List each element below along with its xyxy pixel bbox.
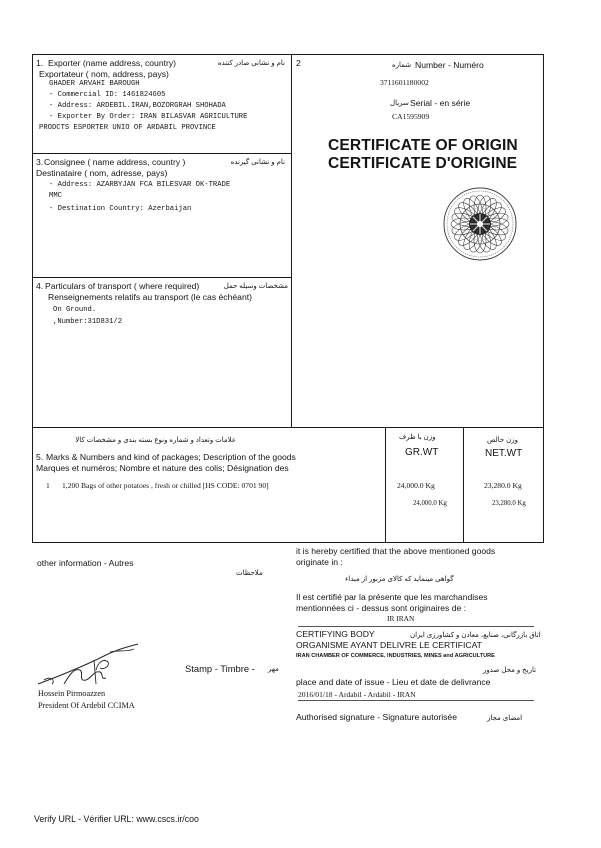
- gross-weight-value: 24,000.0 Kg: [397, 481, 435, 490]
- origin-country: IR IRAN: [387, 614, 415, 623]
- signatory-title: President Of Ardebil CCIMA: [38, 701, 135, 710]
- divider-box1-box3: [32, 153, 292, 154]
- certified-line-fr1: Il est certifié par la présente que les marchandises: [296, 592, 488, 602]
- box5-label-fa: علامات وتعداد و شماره ونوع بسته بندی و مشخصات کالا: [75, 437, 236, 444]
- box1-label-en: Exporter (name address, country): [48, 58, 177, 68]
- signature-label-fa: امضای مجاز: [487, 715, 523, 722]
- certificate-number: 3711601180002: [380, 78, 429, 87]
- rosette-seal-icon: [442, 186, 518, 262]
- box3-label-fa: نام و نشانی گیرنده: [230, 159, 285, 166]
- serial-label: Serial - en série: [410, 98, 471, 108]
- certified-line-fr2: mentionnées ci - dessus sont originaires de :: [296, 603, 467, 613]
- signature-label: Authorised signature - Signature autorisée: [296, 712, 457, 722]
- certified-line-fa: گواهی مینماید که کالای مزبور از مبداء: [345, 576, 454, 583]
- exporter-order-line2: PRODCTS ESPORTER UNIO OF ARDABIL PROVINCE: [39, 124, 216, 132]
- exporter-address: - Address: ARDEBIL.IRAN,BOZORGRAH SHOHADA: [49, 102, 226, 110]
- certifying-body-label: CERTIFYING BODY: [296, 629, 375, 639]
- serial-number: CA1595909: [392, 112, 430, 121]
- box1-number: 1.: [36, 58, 44, 68]
- stamp-label-fa: مهر: [268, 666, 279, 673]
- certifying-body-name: IRAN CHAMBER OF COMMERCE, INDUSTRIES, MINES and AGRICULTURE: [296, 653, 495, 659]
- net-weight-value: 23,280.0 Kg: [484, 481, 522, 490]
- net-weight-label-fa: وزن خالص: [487, 437, 519, 444]
- consignee-address-line1: - Address: AZARBYJAN FCA BILESVAR OK-TRADE: [49, 181, 231, 189]
- issue-underline: [298, 700, 534, 701]
- box5-label-fr: Marques et numéros; Nombre et nature des colis; Désignation des: [36, 463, 289, 473]
- certified-line2: originate in :: [296, 557, 343, 567]
- vehicle-number: ,Number:31D831/2: [53, 318, 123, 326]
- box4-label-fr: Renseignements relatifs au transport (le cas échéant): [48, 292, 252, 302]
- issue-value: 2016/01/18 - Ardabil - Ardabil - IRAN: [298, 690, 416, 699]
- box3-label-en: Consignee ( name address, country ): [44, 157, 186, 167]
- box4-number: 4.: [36, 281, 44, 291]
- certifying-body-fa: اتاق بازرگانی، صنایع، معادن و کشاورزی ایران: [410, 632, 541, 639]
- verify-url[interactable]: Verify URL - Vérifier URL: www.cscs.ir/coo: [34, 814, 199, 824]
- divider-weights-left: [385, 427, 386, 543]
- other-info-label-fa: ملاحظات: [236, 570, 263, 577]
- certificate-title-en: CERTIFICATE OF ORIGIN: [328, 137, 518, 154]
- certified-line1: it is hereby certified that the above mentioned goods: [296, 546, 496, 556]
- item-number: 1: [46, 481, 50, 490]
- box5-number: 5.: [36, 452, 44, 462]
- issue-label-fa: تاریخ و محل صدور: [483, 667, 537, 674]
- gross-weight-label: GR.WT: [405, 447, 439, 458]
- frame-left: [32, 54, 33, 543]
- number-label: Number - Numéro: [415, 60, 484, 70]
- box3-label-fr: Destinataire ( nom, adresse, pays): [36, 168, 168, 178]
- frame-bottom: [32, 542, 544, 543]
- number-label-fa: شماره: [392, 62, 412, 69]
- net-weight-label: NET.WT: [485, 448, 523, 459]
- divider-box3-box4: [32, 277, 292, 278]
- box5-label-en: Marks & Numbers and kind of packages; Description of the goods: [46, 452, 296, 462]
- item-description: 1,200 Bags of other potatoes , fresh or chilled [HS CODE: 0701 90]: [62, 481, 269, 490]
- organisme-label: ORGANISME AYANT DELIVRE LE CERTIFICAT: [296, 640, 482, 650]
- box4-label-fa: مشخصات وسیله حمل: [223, 283, 288, 290]
- frame-right: [543, 54, 544, 543]
- certificate-title-fr: CERTIFICATE D'ORIGINE: [328, 155, 518, 172]
- issue-label: place and date of issue - Lieu et date de delivrance: [296, 677, 491, 687]
- gross-weight-total: 24,000.0 Kg: [413, 500, 447, 507]
- box2-number: 2: [296, 58, 301, 68]
- frame-top: [32, 54, 544, 55]
- stamp-label: Stamp - Timbre -: [185, 663, 255, 674]
- net-weight-total: 23,280.0 Kg: [492, 500, 526, 507]
- destination-country: - Destination Country: Azerbaijan: [49, 205, 192, 213]
- transport-mode: On Ground.: [53, 306, 97, 314]
- signature-icon: [34, 640, 144, 692]
- serial-label-fa: سریال: [390, 100, 409, 107]
- divider-weights-mid: [463, 427, 464, 543]
- signatory-name: Hossein Pirmoazzen: [38, 689, 106, 698]
- box1-label-fr: Exportateur ( nom, address, pays): [39, 69, 169, 79]
- box1-label-fa: نام و نشانی صادر کننده: [217, 60, 285, 67]
- box4-label-en: Particulars of transport ( where required): [45, 281, 200, 291]
- exporter-commercial-id: - Commercial ID: 1461824605: [49, 91, 166, 99]
- frame-mid-vertical: [291, 54, 292, 427]
- consignee-address-line2: MMC: [49, 192, 62, 200]
- exporter-order-line1: - Exporter By Order: IRAN BILASVAR AGRICULTURE: [49, 113, 248, 121]
- other-info-label: other information - Autres: [37, 558, 134, 568]
- box3-number: 3.: [36, 157, 44, 167]
- gross-weight-label-fa: وزن با ظرف: [399, 434, 436, 441]
- origin-underline: [298, 626, 534, 627]
- exporter-name: GHADER ARVAHI BAROUGH: [49, 80, 140, 88]
- divider-box4-box5: [32, 427, 544, 428]
